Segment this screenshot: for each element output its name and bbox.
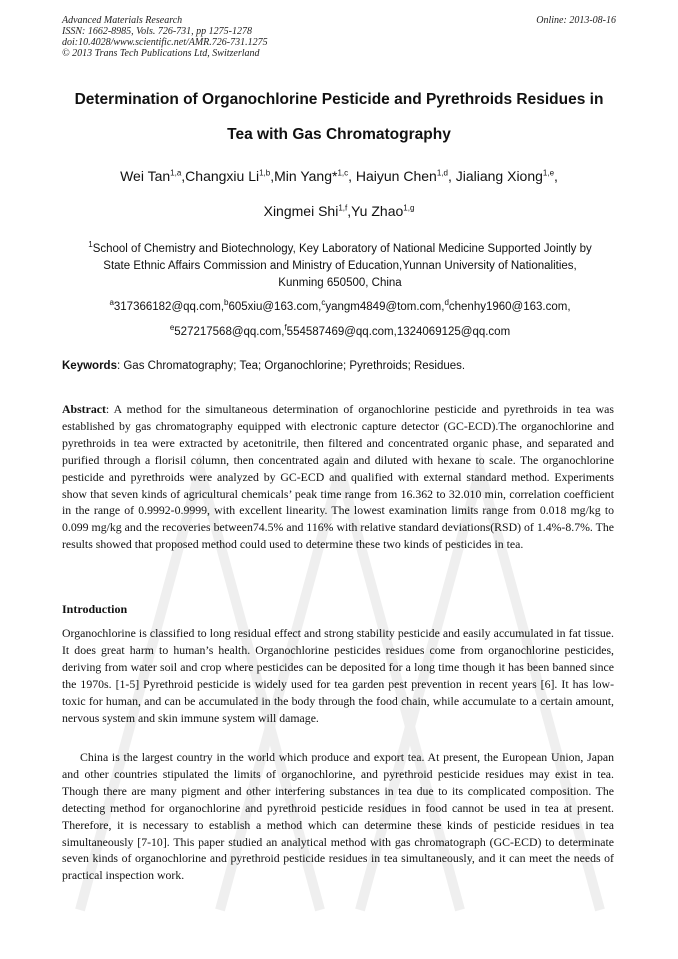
paper-title-line-1: Determination of Organochlorine Pesticide and Pyrethroids Residues in <box>74 91 604 108</box>
author-name: Wei Tan <box>120 168 171 184</box>
online-date: Online: 2013-08-16 <box>536 15 616 26</box>
doi-line: doi:10.4028/www.scientific.net/AMR.726-731.1275 <box>62 37 268 48</box>
author-sup: 1,d <box>436 168 448 178</box>
email-sup: e <box>169 323 175 332</box>
affiliation <box>62 236 618 292</box>
keywords-line <box>62 360 618 372</box>
author-sup: 1,f <box>338 203 348 213</box>
author-sup: 1,a <box>170 168 182 178</box>
author-list-line-2: Xingmei Shi$^{1,f}$,Yu Zhao$^{1,g}$ <box>263 203 415 219</box>
keywords-label: Keywords <box>62 360 117 372</box>
keywords-text: : Gas Chromatography; Tea; Organochlorine; Pyrethroids; Residues. <box>116 360 466 372</box>
email-a: 317366182@qq.com, <box>113 300 225 313</box>
email-sup: c <box>321 298 326 307</box>
introduction-paragraph-1: Organochlorine is classified to long residual effect and strong stability pesticide and easily accumulated in fat tissue. It does great harm to human’s health. Organochlorine pesticides residues come from organochlorine pesticides, deriving from water soil and crop where pesticides can be deposited for a long time though it has been banned since the 1970s. [1-5] Pyrethroid pesticide is widely used for tea garden pest prevention in recent years [6]. It has low-toxic for human, and can be accumulated in the body through the food chain, while accumulate to a certain amount, nervous system and skin immune system will damage. <box>62 626 614 725</box>
abstract-label: Abstract <box>62 402 106 416</box>
author-name: Yu Zhao <box>351 203 404 219</box>
issn-line: ISSN: 1662-8985, Vols. 726-731, pp 1275-1278 <box>62 26 252 37</box>
author-sup: 1,e <box>542 168 555 178</box>
paper-title-line-2: Tea with Gas Chromatography <box>227 126 451 143</box>
author-name: Haiyun Chen <box>355 168 437 184</box>
email-e: 527217568@qq.com, <box>174 325 285 338</box>
introduction-paragraph-2: China is the largest country in the world which produce and export tea. At present, the European Union, Japan and other countries stipulated the limits of organochlorine, and pyrethroid pesticide residues may exist in tea. Though there are many pigment and other interfering substances in tea due to its complicated composition. The detecting method for organochlorine and pyrethroid pesticide residues in food cannot be used in tea at present. Therefore, it is necessary to establish a method which can determine these kinds of pesticide residues in tea simultaneously [7-10]. This paper studied an analytical method with gas chromatograph (GC-ECD) to determinate seven kinds of organochlorine and pyrethroid pesticide residues in tea simultaneously, and it can meet the needs of practical inspection work. <box>62 750 614 883</box>
author-list-line-1: Wei Tan$^{1,a}$,Changxiu Li$^{1,b}$,Min Yang*$^{1,c}$, Haiyun Chen$^{1,d}$, Jialiang Xiong$^{1,e}$, <box>120 168 558 184</box>
abstract-text: : A method for the simultaneous determination of organochlorine pesticide and pyrethroids in tea was established by gas chromatography equipped with electronic capture detector (GC-ECD).The organochlorine and pyrethroids in tea were extracted by acetonitrile, then filtered and concentrated organic phase, and separated and purified through a florisil column, then concentrated again and diluted with hexane to scale. The organochlorine pesticide and pyrethroids were analyzed by GC-ECD and qualified with external standard method. Experiments show that seven kinds of agricultural chemicals’ peak time range from 16.362 to 32.010 min, correlation coefficient in the range of 0.9992-0.9999, with excellent linearity. The lowest examination limits range from 0.018 mg/kg to 0.099 mg/kg and the recoveries between74.5% and 116% with relative standard deviations(RSD) of 1.4%-8.7%. The results showed that proposed method could used to determine these two kinds of pesticides in tea. <box>62 402 614 552</box>
copyright-line: © 2013 Trans Tech Publications Ltd, Switzerland <box>62 48 260 59</box>
email-f: 554587469@qq.com,1324069125@qq.com <box>286 325 511 338</box>
author-name: Min Yang* <box>274 168 338 184</box>
affiliation-line-3: Kunming 650500, China <box>278 276 402 289</box>
author-sup: 1,c <box>337 168 349 178</box>
journal-header <box>62 15 616 59</box>
author-sup: 1,b <box>259 168 271 178</box>
email-line-2 <box>62 323 618 338</box>
email-sup: a <box>109 298 114 307</box>
introduction-heading: Introduction <box>62 602 128 616</box>
email-line-1 <box>62 298 618 313</box>
author-sup: 1,g <box>403 203 415 213</box>
email-sup: d <box>444 298 449 307</box>
author-name: Jialiang Xiong <box>455 168 543 184</box>
author-name: Xingmei Shi <box>263 203 339 219</box>
author-name: Changxiu Li <box>185 168 260 184</box>
affiliation-line-1: School of Chemistry and Biotechnology, Key Laboratory of National Medicine Supported Jointly by <box>92 242 592 255</box>
email-b: 605xiu@163.com, <box>228 300 322 313</box>
email-sup: f <box>284 323 287 332</box>
affiliation-sup: 1 <box>88 240 93 249</box>
email-sup: b <box>224 298 229 307</box>
affiliation-line-2: State Ethnic Affairs Commission and Ministry of Education,Yunnan University of Nationalities, <box>103 259 577 272</box>
email-d: chenhy1960@163.com, <box>448 300 571 313</box>
abstract-paragraph <box>62 401 614 553</box>
journal-name: Advanced Materials Research <box>62 15 183 26</box>
email-c: yangm4849@tom.com, <box>325 300 445 313</box>
